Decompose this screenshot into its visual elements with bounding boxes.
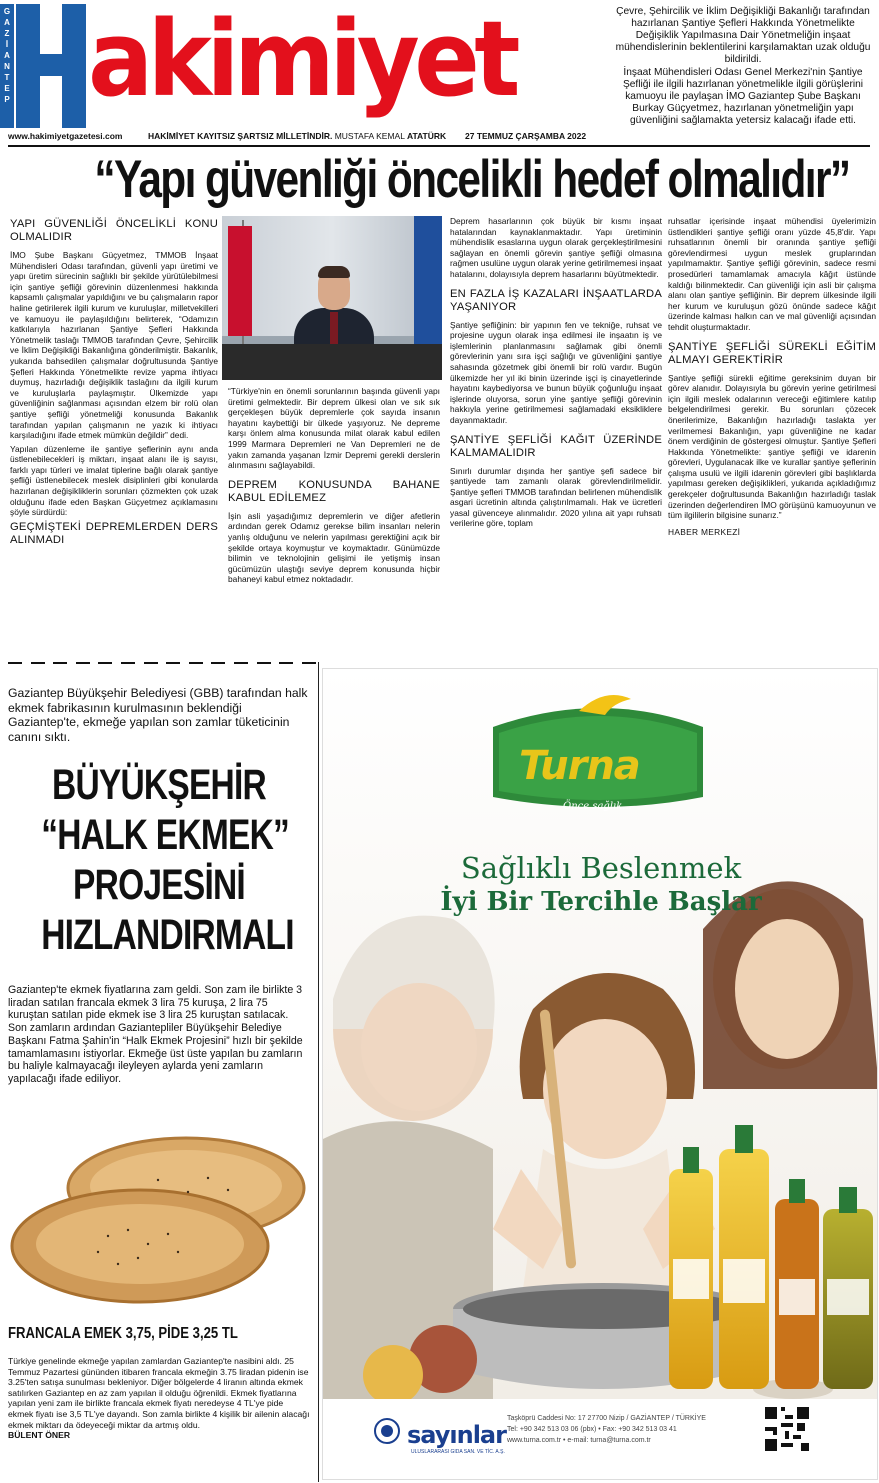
masthead-rule [8,145,870,147]
slogan-text: HAKİMİYET KAYITSIZ ŞARTSIZ MİLLETİNDİR. [148,131,333,141]
article-paragraph: Şantiye şefliğinin: bir yapının fen ve tekniğe, ruhsat ve projesine uygun olarak inşa edilmesi ile inşaatın iş ve işlemlerinin planlanmasını sağlamak gibi önemli görevlerinin yanı sıra işçi sağlığı ve güvenliğini şantiye sahasında gözetmek gibi önemli bir rolü vardır. Bugün ülkemizde her yıl iki binin üzerinde işçi iş cinayetlerinde hayatını kaybediyorsa ve bunun büyük çoğunluğu inşaat işlerinde oluyorsa, sorun yine şantiye şefliği görevinin hakkıyla yerine getirilmemesi sağlamadaki eksikliklere dayanmaktadır. [450,319,662,425]
slogan-author: MUSTAFA KEMAL [334,131,405,141]
company-subtitle: ULUSLARARASI GIDA SAN. VE TİC. A.Ş. [411,1449,505,1455]
column-rule [318,662,319,1482]
slogan-author-bold: ATATÜRK [406,131,447,141]
article-paragraph: Yapılan düzenleme ile şantiye şeflerinin aynı anda üstlenebilecekleri iş miktarı, inşaat alanı ile iş sayısı, farklı yapı türleri ve imalat tiplerine bağlı olarak şantiye şefliği üstlenebilecek meslek disiplinleri gibi konularda hazırlanan değişikliklerin sorunları çözmekten çok uzak olduğunu ifade eden Başkan Güçyetmez açıklamasını şöyle sürdürdü: [10,443,218,518]
headline-line: PROJESİNİ [73,861,245,909]
article-paragraph: Sınırlı durumlar dışında her şantiye şefi sadece bir şantiyede tam zamanlı olarak görevlendirilmelidir. Şantiye şefleri TMMOB tarafından belirlenen mühendislik asgari ücretinin altında çalıştırılmamalı. Hak ve ücretleri yasal güvenceye alınmalıdır. 2020 yılına ait yapı ruhsatı verilerine göre, toplam [450,465,662,529]
bread-story-body-2 [8,1356,310,1441]
main-headline-text: “Yapı güvenliği öncelikli hedef olmalıdır” [94,150,850,209]
article-subhead: DEPREM KONUSUNDA BAHANE KABUL EDİLEMEZ [228,478,440,504]
summary-paragraph: Çevre, Şehircilik ve İklim Değişikliği Bakanlığı tarafından hazırlanan Şantiye Şefleri Hakkında Yönetmelikte Değişiklik Yapılmasına Dair Yönetmeliğin inşaat mühendislerinin beklentilerini karşılamaktan uzak olduğu bildirildi. [615,6,871,65]
headline-line: HIZLANDIRMALI [41,911,294,959]
article-paragraph: “Türkiye'nin en önemli sorunlarının başında güvenli yapı üretimi gelmektedir. Bir deprem ülkesi olan ve sık sık gerçekleşen büyük depremlerle çok sayıda insanın hayatını kaybettiği bir ülkede yaşıyoruz. Ne depreme karşı önlem alma konusunda milat olarak kabul edilen 1999 Marmara Depremleri ne Van Depremleri ne de yakın zamanda yaşanan İzmir Depremi gerekli derslerin alınmasını sağlayabildi. [228,386,440,471]
article-column-3 [450,216,662,532]
bread-story-subhead [8,1324,310,1344]
article-column-2 [228,386,440,588]
ad-slogan-line-1: Sağlıklı Beslenmek [460,851,742,885]
summary-paragraph: İnşaat Mühendisleri Odası Genel Merkezi'nin Şantiye Şefliği ile ilgili hazırlanan yönetmelikle ilgili görüşlerini kamuoyu ile paylaşan İMO Gaziantep Şube Başkanı Burkay Güçyetmez, hazırlanan yönetmeliğin yapı güvenliğini sağlamakta yetersiz kalacağı ifade etti. [622,67,864,126]
masthead-slogan [148,131,446,141]
imo-banner [414,216,442,346]
bread-photo [8,1126,310,1312]
article-photo [222,216,442,380]
issue-date: 27 TEMMUZ ÇARŞAMBA 2022 [465,131,587,141]
article-paragraph: İşin asli yaşadığımız depremlerin ve diğer afetlerin ardından gerek Odamız gerekse bilim insanları nelerin yanlış olduğunu ve nelerin yapılması gerektiğini açık bir şekilde ortaya koymuştur ve koymaktadır. Günümüzde bilimin ve teknolojinin gelişimi ile yetişmiş insan gücümüzün ulaştığı seviye deprem konusunda hiçbir bahaneyi kabul etmez noktadadır. [228,510,440,585]
article-subhead: GEÇMİŞTEKİ DEPREMLERDEN DERS ALINMADI [10,520,218,546]
bread-story-intro: Gaziantep Büyükşehir Belediyesi (GBB) tarafından halk ekmek fabrikasının kurulmasının beklendiği Gaziantep'te, ekmeğe yapılan son zamlar tüketicinin canını sıktı. [8,686,308,744]
logo-letter-h [16,4,86,128]
ad-brand-name: Turna [519,743,640,789]
top-summary [612,6,874,128]
main-headline [0,150,879,210]
article-column-4 [668,216,876,537]
logo-wordmark: akimiyet [88,0,515,120]
turkish-flag-icon [228,226,252,336]
dashed-divider [8,662,316,666]
paragraph-text: Türkiye genelinde ekmeğe yapılan zamlardan Gaziantep'te nasibini aldı. 25 Temmuz Pazartesi gününden itibaren francala ekmeğin 3.75 liradan pidenin ise 3.25'ten satışa sunulması bekleniyor. Diğer bölgelerde 4 liranın altında ekmek satılırken Gaziantep en az zam yapılan il olduğu öğrenildi. Ekmek fiyatlarına yapılan yeni zam ile birlikte francala ekmek fiyatı neredeyse 4 TL'ye pide ekmek fiyatı ise 3,5 TL'ye dayandı. Son zamla birlikte 4 kişilik bir ailenin alacağı ekmek miktarı da ödeyeceği miktar da artmış oldu. [8,1356,310,1430]
article-subhead: ŞANTİYE ŞEFLİĞİ KAĞIT ÜZERİNDE KALMAMALIDIR [450,433,662,459]
company-phone: Tel: +90 342 513 03 06 (pbx) • Fax: +90 342 513 03 41 [507,1426,677,1433]
headline-line: BÜYÜKŞEHİR [52,761,266,809]
company-logo: sayınlar [407,1421,506,1449]
article-paragraph: Deprem hasarlarının çok büyük bir kısmı inşaat hatalarından kaynaklanmaktadır. Yapı üretiminin mühendislik esaslarına uygun olarak gerçekleştirilmesini sağlayan en önemli görevin şantiye şefliği olmasına rağmen usulüne uygun olarak yerine getirilmemesi inşaat hatalarını, dolayısıyla deprem hasarlarını büyütmektedir. [450,216,662,279]
ad-tagline: Önce sağlık... [563,801,632,812]
article-byline: HABER MERKEZİ [668,526,741,537]
company-address: Taşköprü Caddesi No: 17 27700 Nizip / GAZİANTEP / TÜRKİYE [507,1415,706,1422]
bread-story-body: Gaziantep'te ekmek fiyatlarına zam geldi. Son zam ile birlikte 3 liradan satılan francala ekmek 3 lira 75 kuruşa, 2 lira 75 kuruştan satılan pide ekmek ise 3 lira 25 kuruştan satılacak. Son zamların ardından Gaziantepliler Büyükşehir Belediye Başkanı Fatma Şahin'in “Halk Ekmek Projesini” hızlı bir şekilde tamamlamasını istiyorlar. Ekmeğe üst üste yapılan bu zamların bu haliyle kalmayacağı ileyleyen aylarda yeni zamların yapılacağı ifade ediliyor. [8,984,303,1085]
ad-slogan-line-2: İyi Bir Tercihle Başlar [440,887,762,917]
qr-code-icon[interactable] [765,1407,809,1451]
article-paragraph: Şantiye şefliği sürekli eğitime gereksinim duyan bir görev alanıdır. Dolayısıyla bu görevin yerine getirilmesi için ilgili meslek odalarının vereceği eğitimlere katılıp belgelendirilmesi gerekir. Bu sorunları çözecek önerilerimize, Bakanlığın hazırladığı taslakta yer verilmemesi Bakanlığın, yapı güvenliğine ne kadar önem verdiğinin de göstergesi olmuştur. Şantiye Şefleri Hakkında Yönetmelikte: şantiye şefliği ve idarenin görevleri, Uygulanacak ilke ve kurallar şantiye şeflerinin çalışma usulü ve ilgili idarenin görevleri gibi başlıklarda yapılması gereken değişiklikleri, yukarıda açıkladığımız gerekçeler doğrultusunda Bakanlığın hazırladığı taslak üzerinden değerlendiren İMO görüşünü kamuoyunun ve tüm ilgililerin bilgisine sunarız.” [668,372,876,521]
article-paragraph: ruhsatlar içerisinde inşaat mühendisi üyelerimizin üstlendikleri şantiye şefliği oranı yüzde 45,8'dir. Yapı ruhsatlarının önemli bir oranında şantiye şefliği görevlendirmesi uygun meslek gruplarından yapılmamaktır. Şantiye şefliği görevinin, sadece resmi prosedürleri tamamlamak amacıyla kâğıt üstünde kaldığı bilinmektedir. Can güvenliği için asli bir çalışma alanı olan şantiye şefliğinin. Bir deprem ülkesinde ilgili her kurum ve kuruluşun gözü önünde sadece kâğıt üzerinde kalması halkın can ve mal güvenliği açısından tehdit oluşturmaktadır. [668,216,876,332]
logo-side-text: G A Z İ A N T E P [3,7,11,104]
article-column-1 [10,216,218,553]
article-subhead: EN FAZLA İŞ KAZALARI İNŞAATLARDA YAŞANIYOR [450,287,662,313]
bread-story-byline: BÜLENT ÖNER [8,1430,71,1441]
company-contact [507,1413,706,1446]
newspaper-logo[interactable] [0,0,610,132]
bread-story-headline [8,760,310,960]
headline-line: “HALK EKMEK” [41,811,290,859]
site-url[interactable]: www.hakimiyetgazetesi.com [8,131,123,141]
article-subhead: ŞANTİYE ŞEFLİĞİ SÜREKLİ EĞİTİM ALMAYI GEREKTİRİR [668,340,876,366]
article-paragraph: İMO Şube Başkanı Güçyetmez, TMMOB İnşaat Mühendisleri Odası tarafından, güvenli yapı üretimi ve yapı üretim sürecinin sağlıklı bir şekilde yürütülebilmesi için şantiye şefliği görevinin düzenlenmesi hakkında kapsamlı çalışmalar yapıldığını ve bu çalışmaların rapor haline getirilerek ilgili kurum ve kuruluşlar, milletvekilleri ve kamuoyu ile paylaşıldığını belirterek, “Odamızın katkılarıyla hazırlanan Şantiye Şefleri Hakkında Yönetmelik taslağı TMMOB tarafından Çevre, Şehircilik ve İklim Değişikliği Bakanlığına gönderilmiştir. Bakanlık, yukarıda bahsedilen çalışmalar doğrultusunda Şantiye Şefleri Hakkında Yönetmelikte revize yapma ihtiyacı duymuş, hazırladığı değişiklik taslağını da ilgili kurum ve kuruluşlarla paylaşmıştır. Ülkemizde yapı güvenliğinin sağlanması açısından elzem bir rolü olan şantiye şefliği yönetmeliği konusunda Bakanlık tarafından yapılan çalışmanın ne yazık ki ihtiyacı karşıladığını ifade etmek mümkün değildir” dedi. [10,250,218,441]
turna-advertisement[interactable] [322,668,878,1480]
article-subhead: YAPI GÜVENLİĞİ ÖNCELİKLİ KONU OLMALIDIR [10,218,218,243]
company-web[interactable]: www.turna.com.tr • e-mail: turna@turna.com.tr [507,1437,651,1444]
subhead-text: FRANCALA EMEK 3,75, PİDE 3,25 TL [8,1325,238,1342]
sayinlar-seal-icon [373,1417,401,1445]
